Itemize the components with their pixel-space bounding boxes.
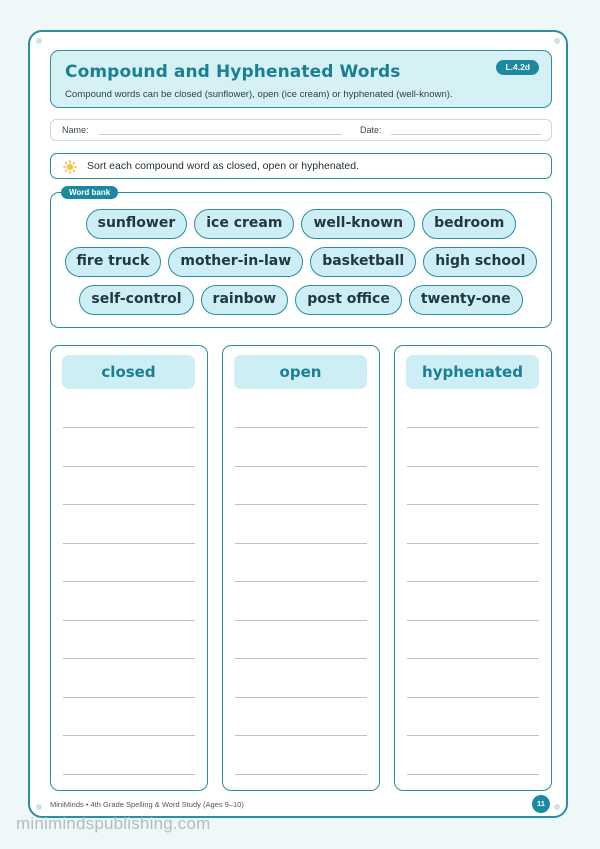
watermark: minimindspublishing.com xyxy=(16,814,211,833)
writing-line[interactable] xyxy=(63,427,195,428)
word-chip[interactable]: rainbow xyxy=(201,285,289,315)
word-chip[interactable]: post office xyxy=(295,285,402,315)
writing-line[interactable] xyxy=(407,774,539,775)
writing-line[interactable] xyxy=(235,543,367,544)
writing-line[interactable] xyxy=(407,735,539,736)
title-header xyxy=(50,50,552,108)
writing-line[interactable] xyxy=(235,735,367,736)
page-subtitle: Compound words can be closed (sunflower), open (ice cream) or hyphenated (well-known). xyxy=(65,89,453,100)
name-line[interactable] xyxy=(99,134,342,135)
word-chip[interactable]: self-control xyxy=(79,285,193,315)
word-bank-row xyxy=(51,247,551,277)
word-bank-label: Word bank xyxy=(61,186,118,199)
writing-line[interactable] xyxy=(235,581,367,582)
word-chip[interactable]: twenty-one xyxy=(409,285,523,315)
word-chip[interactable]: fire truck xyxy=(65,247,162,277)
column-closed xyxy=(50,345,208,791)
page-number: 11 xyxy=(532,795,550,813)
date-line[interactable] xyxy=(391,134,541,135)
writing-line[interactable] xyxy=(235,620,367,621)
word-chip[interactable]: basketball xyxy=(310,247,416,277)
page-title: Compound and Hyphenated Words xyxy=(65,62,401,82)
corner-dot xyxy=(554,38,560,44)
word-bank-row xyxy=(51,209,551,239)
writing-line[interactable] xyxy=(63,774,195,775)
writing-line[interactable] xyxy=(63,543,195,544)
writing-line[interactable] xyxy=(63,466,195,467)
writing-line[interactable] xyxy=(407,658,539,659)
word-chip[interactable]: mother-in-law xyxy=(168,247,303,277)
name-label: Name: xyxy=(62,125,89,135)
column-heading-open: open xyxy=(234,355,367,389)
writing-line[interactable] xyxy=(63,697,195,698)
writing-line[interactable] xyxy=(235,427,367,428)
writing-line[interactable] xyxy=(407,504,539,505)
word-bank xyxy=(50,188,552,328)
corner-dot xyxy=(36,804,42,810)
word-bank-row xyxy=(51,285,551,315)
date-label: Date: xyxy=(360,125,382,135)
writing-line[interactable] xyxy=(235,504,367,505)
writing-line[interactable] xyxy=(63,581,195,582)
column-hyphenated xyxy=(394,345,552,791)
writing-line[interactable] xyxy=(63,658,195,659)
instruction-text: Sort each compound word as closed, open or hyphenated. xyxy=(87,160,360,172)
word-chip[interactable]: bedroom xyxy=(422,209,516,239)
writing-line[interactable] xyxy=(63,504,195,505)
word-chip[interactable]: high school xyxy=(423,247,537,277)
writing-line[interactable] xyxy=(63,620,195,621)
writing-line[interactable] xyxy=(235,658,367,659)
standard-badge: L.4.2d xyxy=(496,60,539,75)
writing-line[interactable] xyxy=(235,466,367,467)
writing-line[interactable] xyxy=(235,697,367,698)
writing-line[interactable] xyxy=(235,774,367,775)
writing-line[interactable] xyxy=(407,620,539,621)
instruction-box xyxy=(50,153,552,179)
column-open xyxy=(222,345,380,791)
corner-dot xyxy=(36,38,42,44)
word-chip[interactable]: sunflower xyxy=(86,209,188,239)
writing-line[interactable] xyxy=(407,466,539,467)
worksheet-page xyxy=(28,30,568,818)
footer-text: MiniMinds • 4th Grade Spelling & Word Study (Ages 9–10) xyxy=(50,800,244,809)
column-heading-closed: closed xyxy=(62,355,195,389)
sun-icon xyxy=(63,160,77,174)
corner-dot xyxy=(554,804,560,810)
writing-line[interactable] xyxy=(407,543,539,544)
writing-line[interactable] xyxy=(63,735,195,736)
writing-line[interactable] xyxy=(407,697,539,698)
writing-line[interactable] xyxy=(407,427,539,428)
name-date-bar xyxy=(50,119,552,141)
writing-line[interactable] xyxy=(407,581,539,582)
word-chip[interactable]: ice cream xyxy=(194,209,294,239)
word-chip[interactable]: well-known xyxy=(301,209,415,239)
column-heading-hyphenated: hyphenated xyxy=(406,355,539,389)
